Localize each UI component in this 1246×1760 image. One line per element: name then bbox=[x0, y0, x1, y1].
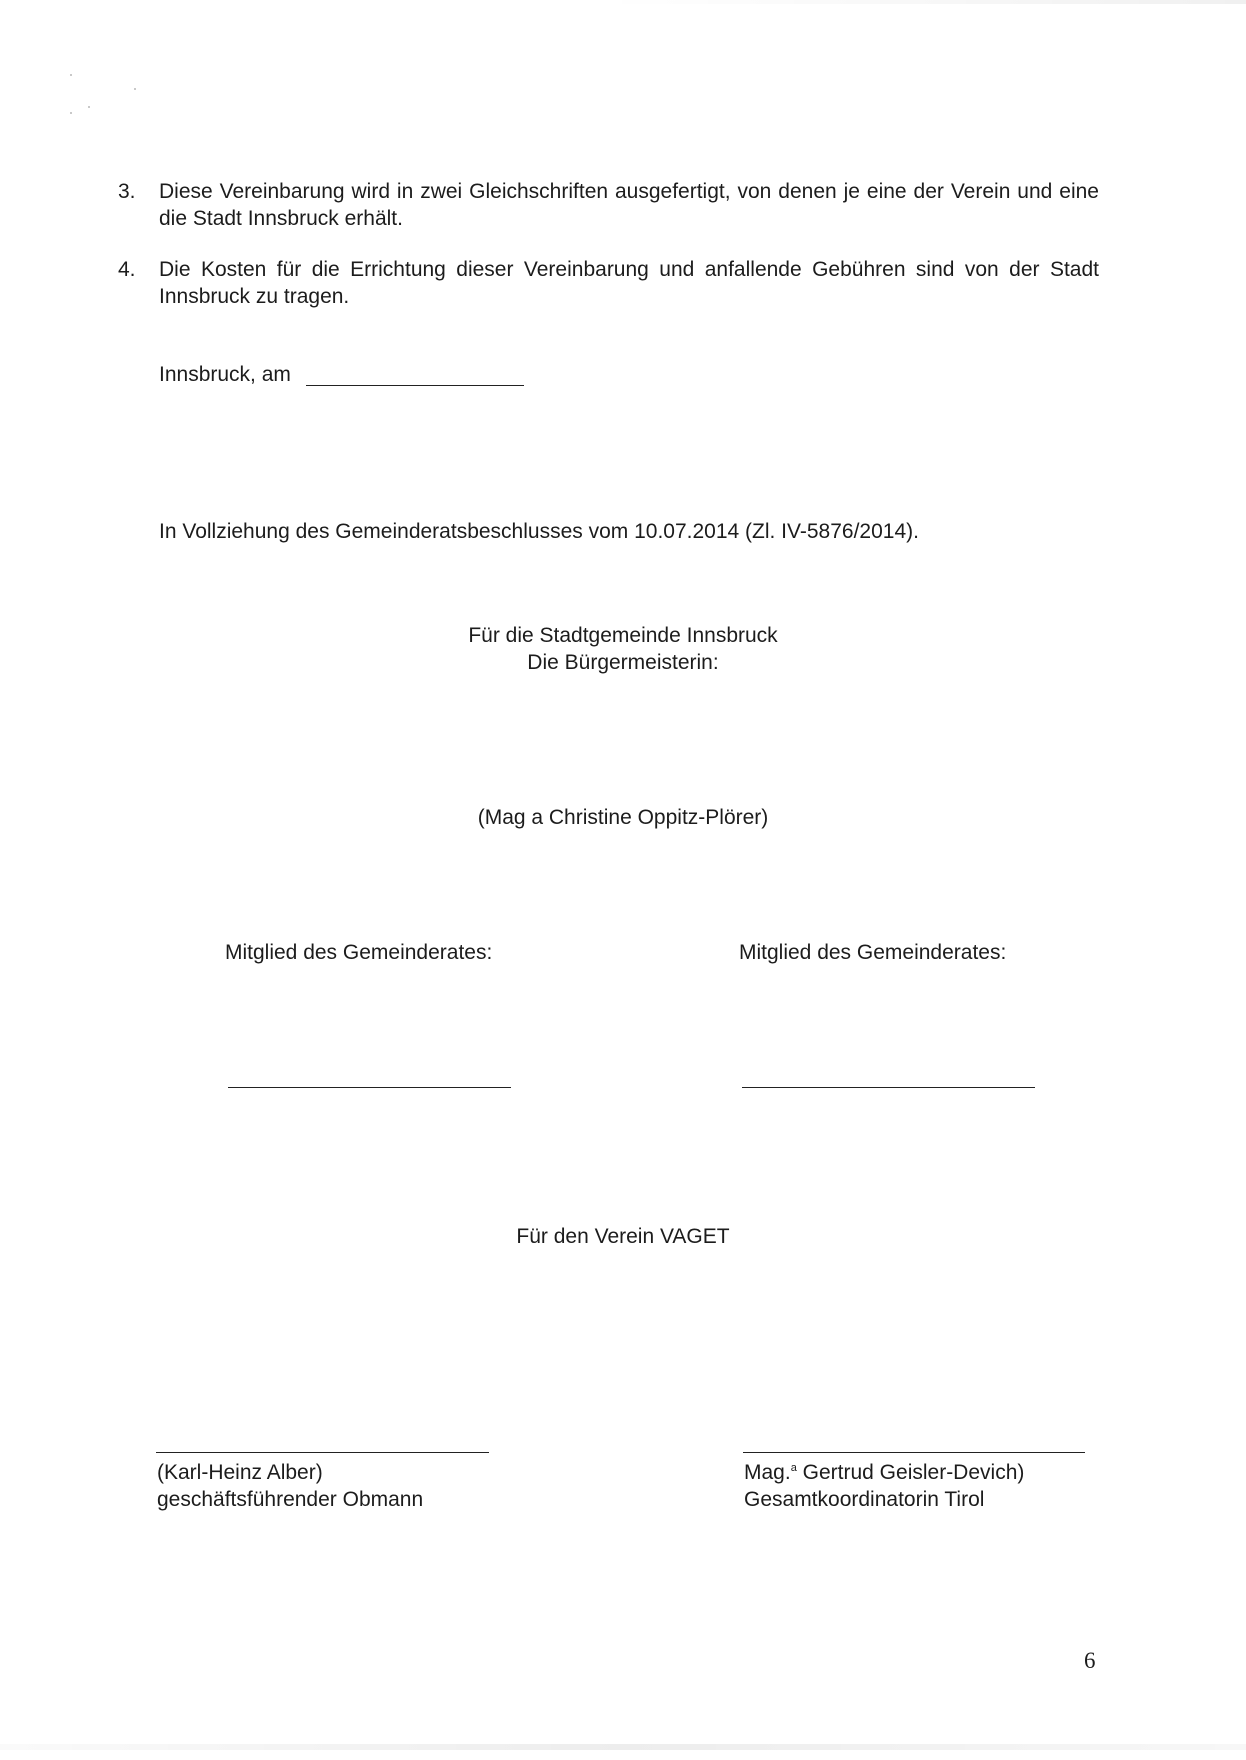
association-signer-right-name bbox=[744, 1459, 1024, 1486]
city-block-heading: Für die Stadtgemeinde Innsbruck bbox=[468, 624, 778, 647]
association-heading: Für den Verein VAGET bbox=[516, 1225, 730, 1248]
scan-edge-top bbox=[600, 0, 1246, 4]
association-signer-left-role: geschäftsführender Obmann bbox=[157, 1488, 424, 1511]
name-superscript: a bbox=[790, 1462, 797, 1474]
page-number: 6 bbox=[1084, 1648, 1096, 1673]
scan-edge-bottom bbox=[0, 1744, 1246, 1750]
clause-text: Diese Vereinbarung wird in zwei Gleichschriften ausgefertigt, von denen je eine der Verein und eine die Stadt Innsbruck erhält. bbox=[159, 180, 1099, 230]
name-prefix: Mag. bbox=[744, 1461, 791, 1484]
clause-number: 3. bbox=[118, 180, 136, 203]
association-signer-left-name: (Karl-Heinz Alber) bbox=[157, 1461, 323, 1484]
scan-speck bbox=[88, 106, 90, 108]
council-signature-line-left bbox=[228, 1087, 511, 1088]
resolution-note: In Vollziehung des Gemeinderatsbeschlusses vom 10.07.2014 (Zl. IV-5876/2014). bbox=[159, 520, 919, 543]
place-date-label: Innsbruck, am bbox=[159, 363, 291, 386]
mayor-title: Die Bürgermeisterin: bbox=[527, 651, 719, 674]
clause-number: 4. bbox=[118, 258, 136, 281]
date-signature-line bbox=[306, 385, 524, 386]
mayor-name: (Mag a Christine Oppitz-Plörer) bbox=[477, 806, 769, 829]
council-member-label-left: Mitglied des Gemeinderates: bbox=[225, 941, 493, 964]
council-signature-line-right bbox=[742, 1087, 1035, 1088]
scan-speck bbox=[70, 74, 72, 76]
association-signer-right-role: Gesamtkoordinatorin Tirol bbox=[744, 1488, 985, 1511]
scan-speck bbox=[134, 88, 136, 90]
clause-text: Die Kosten für die Errichtung dieser Vereinbarung und anfallende Gebühren sind von der Stadt Innsbruck zu tragen. bbox=[159, 258, 1099, 308]
scan-speck bbox=[70, 112, 72, 114]
name-rest: Gertrud Geisler-Devich) bbox=[796, 1461, 1025, 1484]
council-member-label-right: Mitglied des Gemeinderates: bbox=[739, 941, 1007, 964]
association-signature-line-right bbox=[743, 1452, 1085, 1453]
association-signature-line-left bbox=[156, 1452, 489, 1453]
